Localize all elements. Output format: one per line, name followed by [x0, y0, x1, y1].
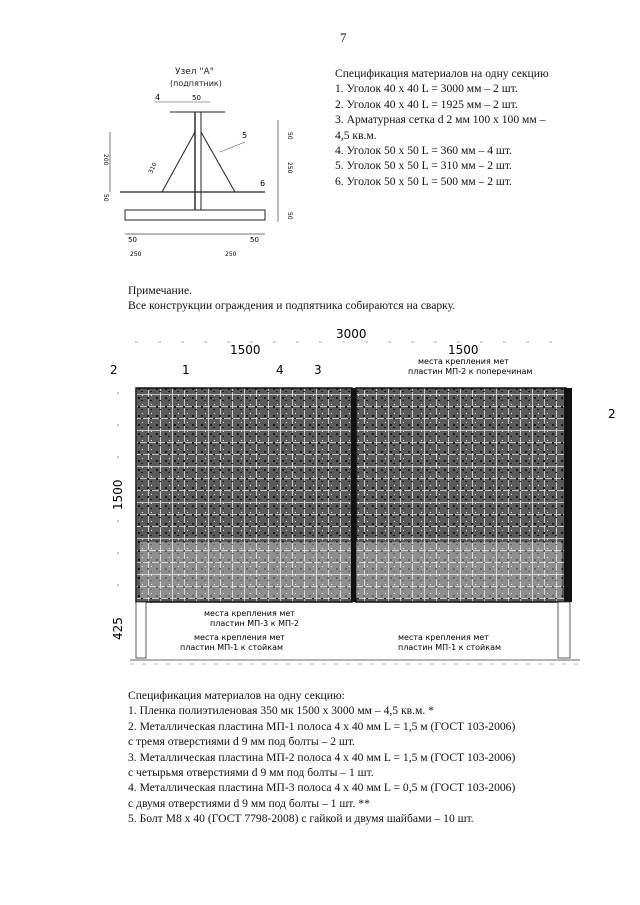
- spec-bottom-item: 2. Металлическая пластина МП-1 полоса 4 х 40 мм L = 1,5 м (ГОСТ 103-2006): [128, 719, 516, 733]
- node-subtitle: (подпятник): [170, 79, 222, 88]
- spec-top-item: 4,5 кв.м.: [335, 128, 377, 142]
- dim-height: 1500: [111, 479, 125, 510]
- label-250-bottom-right: 250: [225, 251, 237, 258]
- dim-base: 425: [111, 617, 125, 640]
- mount-label-top-right-1: места крепления мет: [418, 357, 509, 366]
- label-50-left: 50: [102, 194, 109, 202]
- mount-label-mid-left-1: места крепления мет: [204, 609, 295, 618]
- label-250-right: 250: [286, 162, 293, 174]
- mount-label-bottom-left-2: пластин МП-1 к стойкам: [180, 643, 284, 652]
- mount-label-bottom-right-1: места крепления мет: [398, 633, 489, 642]
- spec-top-item: 3. Арматурная сетка d 2 мм 100 х 100 мм –: [335, 113, 546, 127]
- label-310: 310: [147, 161, 159, 175]
- spec-bottom-item: 3. Металлическая пластина МП-2 полоса 4 х 40 мм L = 1,5 м (ГОСТ 103-2006): [128, 750, 516, 764]
- label-50-right: 50: [286, 132, 293, 140]
- dim-total: 3000: [336, 327, 367, 341]
- spec-top-item: 1. Уголок 40 х 40 L = 3000 мм – 2 шт.: [335, 82, 518, 96]
- note: [128, 283, 455, 314]
- fence-section-drawing: [100, 322, 620, 672]
- spec-bottom-item: с тремя отверстиями d 9 мм под болты – 2 шт.: [128, 735, 355, 749]
- label-50-right-2: 50: [286, 212, 293, 220]
- label-5: 5: [242, 131, 248, 140]
- spec-bottom-item: с четырьмя отверстиями d 9 мм под болты – 1 шт.: [128, 766, 374, 780]
- mount-label-top-right-2: пластин МП-2 к поперечинам: [408, 367, 533, 376]
- callout-4: 4: [276, 363, 284, 377]
- label-50-bottom-right: 50: [250, 236, 259, 244]
- spec-top-heading: Спецификация материалов на одну секцию: [335, 67, 549, 80]
- label-50-top: 50: [192, 94, 201, 102]
- label-4: 4: [155, 93, 161, 102]
- mount-label-bottom-left-1: места крепления мет: [194, 633, 285, 642]
- dim-left: 1500: [230, 343, 261, 357]
- mount-label-mid-left-2: пластин МП-3 к МП-2: [210, 619, 299, 628]
- spec-bottom-item: с двумя отверстиями d 9 мм под болты – 1 шт. **: [128, 796, 370, 810]
- spec-bottom: [128, 688, 628, 827]
- label-250-bottom-left: 250: [130, 251, 142, 258]
- callout-2-left: 2: [110, 363, 118, 377]
- spec-top-item: 2. Уголок 40 х 40 L = 1925 мм – 2 шт.: [335, 97, 518, 111]
- callout-2-right: 2: [608, 407, 616, 421]
- note-title: Примечание.: [128, 284, 192, 297]
- node-a-detail-drawing: [100, 62, 300, 262]
- callout-1: 1: [182, 363, 190, 377]
- label-200: 200: [102, 154, 109, 166]
- node-title: Узел "А": [175, 67, 214, 77]
- spec-bottom-item: 1. Пленка полиэтиленовая 350 мк 1500 х 3000 мм – 4,5 кв.м. *: [128, 704, 434, 718]
- note-text: Все конструкции ограждения и подпятника собираются на сварку.: [128, 299, 456, 313]
- callout-3: 3: [314, 363, 322, 377]
- label-50-bottom-left: 50: [128, 236, 137, 244]
- spec-bottom-item: 5. Болт М8 х 40 (ГОСТ 7798-2008) с гайкой и двумя шайбами – 10 шт.: [128, 812, 474, 826]
- spec-top-item: 4. Уголок 50 х 50 L = 360 мм – 4 шт.: [335, 144, 512, 158]
- label-6: 6: [260, 179, 266, 188]
- spec-top-item: 6. Уголок 50 х 50 L = 500 мм – 2 шт.: [335, 174, 512, 188]
- dim-right: 1500: [448, 343, 479, 357]
- spec-bottom-heading: Спецификация материалов на одну секцию:: [128, 689, 345, 702]
- mount-label-bottom-right-2: пластин МП-1 к стойкам: [398, 643, 502, 652]
- page-number: 7: [340, 30, 347, 45]
- spec-top: [335, 66, 635, 189]
- spec-top-item: 5. Уголок 50 х 50 L = 310 мм – 2 шт.: [335, 159, 512, 173]
- spec-bottom-item: 4. Металлическая пластина МП-3 полоса 4 х 40 мм L = 0,5 м (ГОСТ 103-2006): [128, 781, 516, 795]
